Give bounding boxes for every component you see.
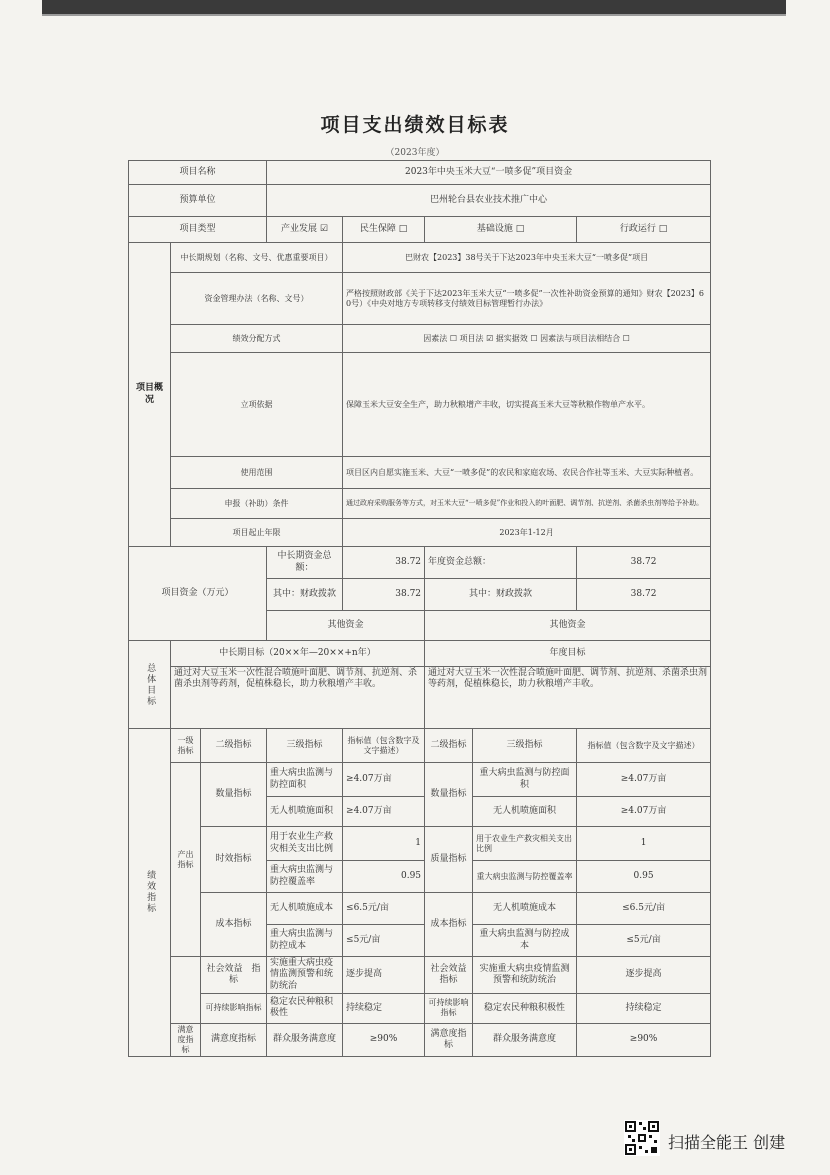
qr-code-icon xyxy=(624,1120,660,1156)
perf-head-value: 指标值（包含数字及文字描述） xyxy=(343,729,425,763)
time-a-1: 重大病虫监测与防控覆盖率 xyxy=(267,861,343,893)
dept-label: 预算单位 xyxy=(129,185,267,217)
type-option-1: 民生保障 □ xyxy=(343,217,425,243)
scanner-watermark: 扫描全能王 创建 xyxy=(668,1133,786,1152)
qty-bv-0: ≥4.07万亩 xyxy=(577,763,711,797)
qty-bv-1: ≥4.07万亩 xyxy=(577,797,711,827)
qty-b-1: 无人机喷施面积 xyxy=(473,797,577,827)
overview-value-0: 巴财农【2023】38号关于下达2023年中央玉米大豆“一喷多促”项目 xyxy=(343,243,711,273)
overall-year-head: 年度目标 xyxy=(425,641,711,667)
qty-b-0: 重大病虫监测与防控面积 xyxy=(473,763,577,797)
row-satisfaction xyxy=(129,1023,711,1056)
social-av: 逐步提高 xyxy=(343,957,425,994)
cost-a-0: 无人机喷施成本 xyxy=(267,893,343,925)
sat-lvl1: 满意度指标 xyxy=(171,1023,201,1056)
time-label: 时效指标 xyxy=(201,827,267,893)
row-overall-body xyxy=(129,667,711,729)
row-overview-5 xyxy=(129,489,711,519)
year-fiscal-value: 38.72 xyxy=(577,579,711,611)
perf-head-lvl2b: 二级指标 xyxy=(425,729,473,763)
row-qty-0 xyxy=(129,763,711,797)
qty-av-1: ≥4.07万亩 xyxy=(343,797,425,827)
checkbox-checked-icon: ☑ xyxy=(319,223,329,234)
checkbox-icon: □ xyxy=(658,223,668,234)
overview-label-4: 使用范围 xyxy=(171,457,343,489)
row-overview-2 xyxy=(129,325,711,353)
perf-head-lvl2: 二级指标 xyxy=(201,729,267,763)
year-fiscal-label: 其中：财政拨款 xyxy=(425,579,577,611)
row-project-name xyxy=(129,161,711,185)
overview-value-6: 2023年1-12月 xyxy=(343,519,711,547)
type-option-3: 行政运行 □ xyxy=(577,217,711,243)
quality-label: 质量指标 xyxy=(425,827,473,893)
qty-av-0: ≥4.07万亩 xyxy=(343,763,425,797)
type-option-2: 基础设施 □ xyxy=(425,217,577,243)
time-bv-1: 0.95 xyxy=(577,861,711,893)
mid-other-label: 其他资金 xyxy=(267,611,425,641)
overview-label-1: 资金管理办法（名称、文号） xyxy=(171,273,343,325)
checkbox-icon: □ xyxy=(398,223,408,234)
scan-top-edge xyxy=(42,14,786,16)
overview-label-6: 项目起止年限 xyxy=(171,519,343,547)
sustain-bv: 持续稳定 xyxy=(577,993,711,1023)
sat-b-label: 满意度指标 xyxy=(425,1023,473,1056)
row-cost-0 xyxy=(129,893,711,925)
project-name-value: 2023年中央玉米大豆“一喷多促”项目资金 xyxy=(267,161,711,185)
overview-label-2: 绩效分配方式 xyxy=(171,325,343,353)
effect-blank xyxy=(171,957,201,1024)
social-label: 社会效益 指标 xyxy=(201,957,267,994)
year-total-value: 38.72 xyxy=(577,547,711,579)
qty-a-1: 无人机喷施面积 xyxy=(267,797,343,827)
perf-head-lvl3: 三级指标 xyxy=(267,729,343,763)
qty-a-0: 重大病虫监测与防控面积 xyxy=(267,763,343,797)
overview-value-4: 项目区内自愿实施玉米、大豆“一喷多促”的农民和家庭农场、农民合作社等玉米、大豆实际种植者。 xyxy=(343,457,711,489)
mid-total-label: 中长期资金总额： xyxy=(267,547,343,579)
performance-table xyxy=(128,160,711,1057)
row-overview-0 xyxy=(129,243,711,273)
overall-mid-text: 通过对大豆玉米一次性混合喷施叶面肥、调节剂、抗逆剂、杀菌杀虫剂等药剂，促植株稳长，助力秋粮增产丰收。 xyxy=(171,667,425,729)
time-av-1: 0.95 xyxy=(343,861,425,893)
sustain-b: 稳定农民种粮积极性 xyxy=(473,993,577,1023)
dept-value: 巴州轮台县农业技术推广中心 xyxy=(267,185,711,217)
row-overall-head xyxy=(129,641,711,667)
cost-bv-1: ≤5元/亩 xyxy=(577,925,711,957)
mid-total-value: 38.72 xyxy=(343,547,425,579)
sat-a: 群众服务满意度 xyxy=(267,1023,343,1056)
time-b-1: 重大病虫监测与防控覆盖率 xyxy=(473,861,577,893)
perf-head-valueb: 指标值（包含数字及文字描述） xyxy=(577,729,711,763)
row-overview-4 xyxy=(129,457,711,489)
mid-fiscal-label: 其中：财政拨款 xyxy=(267,579,343,611)
overview-label-0: 中长期规划（名称、文号、优惠重要项目） xyxy=(171,243,343,273)
row-funds-0 xyxy=(129,547,711,579)
type-option-0: 产业发展 ☑ xyxy=(267,217,343,243)
sustain-label: 可持续影响指标 xyxy=(201,993,267,1023)
sustain-b-label: 可持续影响指标 xyxy=(425,993,473,1023)
sat-b: 群众服务满意度 xyxy=(473,1023,577,1056)
perf-head-lvl1: 一级指标 xyxy=(171,729,201,763)
time-bv-0: 1 xyxy=(577,827,711,861)
overview-label-3: 立项依据 xyxy=(171,353,343,457)
qty-label: 数量指标 xyxy=(201,763,267,827)
cost-bv-0: ≤6.5元/亩 xyxy=(577,893,711,925)
time-a-0: 用于农业生产救灾相关支出比例 xyxy=(267,827,343,861)
cost-label: 成本指标 xyxy=(201,893,267,957)
overview-label: 项目概况 xyxy=(129,243,171,547)
row-dept xyxy=(129,185,711,217)
row-overview-1 xyxy=(129,273,711,325)
row-time-0 xyxy=(129,827,711,861)
scan-top-border xyxy=(42,0,786,14)
overall-label: 总体目标 xyxy=(129,641,171,729)
cost-b-1: 重大病虫监测与防控成本 xyxy=(473,925,577,957)
year-label: （2023年度） xyxy=(385,148,445,158)
time-b-0: 用于农业生产救灾相关支出比例 xyxy=(473,827,577,861)
page-title: 项目支出绩效目标表 xyxy=(320,114,510,136)
cost-b-label: 成本指标 xyxy=(425,893,473,957)
sustain-a: 稳定农民种粮积极性 xyxy=(267,993,343,1023)
output-label: 产出指标 xyxy=(171,763,201,957)
sat-av: ≥90% xyxy=(343,1023,425,1056)
year-other-label: 其他资金 xyxy=(425,611,711,641)
funds-label: 项目资金（万元） xyxy=(129,547,267,641)
cost-av-0: ≤6.5元/亩 xyxy=(343,893,425,925)
cost-a-1: 重大病虫监测与防控成本 xyxy=(267,925,343,957)
year-total-label: 年度资金总额： xyxy=(425,547,577,579)
row-overview-6 xyxy=(129,519,711,547)
social-b: 实施重大病虫疫情监测预警和统防统治 xyxy=(473,957,577,994)
row-perf-head xyxy=(129,729,711,763)
overall-year-text: 通过对大豆玉米一次性混合喷施叶面肥、调节剂、抗逆剂、杀菌杀虫剂等药剂，促植株稳长，助力秋粮增产丰收。 xyxy=(425,667,711,729)
overview-value-2: 因素法 ☐ 项目法 ☑ 据实据效 ☐ 因素法与项目法相结合 ☐ xyxy=(343,325,711,353)
perf-head-lvl3b: 三级指标 xyxy=(473,729,577,763)
mid-fiscal-value: 38.72 xyxy=(343,579,425,611)
time-av-0: 1 xyxy=(343,827,425,861)
overview-value-3: 保障玉米大豆安全生产，助力秋粮增产丰收，切实提高玉米大豆等秋粮作物单产水平。 xyxy=(343,353,711,457)
row-type xyxy=(129,217,711,243)
sustain-av: 持续稳定 xyxy=(343,993,425,1023)
overview-value-1: 严格按照财政部《关于下达2023年玉米大豆“一喷多促”一次性补助资金预算的通知》财农【2023】60号）《中央对地方专项转移支付绩效目标管理暂行办法》 xyxy=(343,273,711,325)
overview-label-5: 申报（补助）条件 xyxy=(171,489,343,519)
row-social xyxy=(129,957,711,994)
sat-bv: ≥90% xyxy=(577,1023,711,1056)
social-bv: 逐步提高 xyxy=(577,957,711,994)
checkbox-icon: □ xyxy=(515,223,525,234)
perf-label: 绩效指标 xyxy=(129,729,171,1057)
social-a: 实施重大病虫疫情监测预警和统防统治 xyxy=(267,957,343,994)
sat-label: 满意度指标 xyxy=(201,1023,267,1056)
type-label: 项目类型 xyxy=(129,217,267,243)
overview-value-5: 通过政府采购服务等方式，对玉米大豆“一喷多促”作业和投入的叶面肥、调节剂、抗逆剂、杀菌杀虫剂等给予补助。 xyxy=(343,489,711,519)
qty-b-label: 数量指标 xyxy=(425,763,473,827)
cost-b-0: 无人机喷施成本 xyxy=(473,893,577,925)
project-name-label: 项目名称 xyxy=(129,161,267,185)
social-b-label: 社会效益指标 xyxy=(425,957,473,994)
overall-mid-head: 中长期目标（20××年—20××+n年） xyxy=(171,641,425,667)
row-sustain xyxy=(129,993,711,1023)
cost-av-1: ≤5元/亩 xyxy=(343,925,425,957)
row-overview-3 xyxy=(129,353,711,457)
